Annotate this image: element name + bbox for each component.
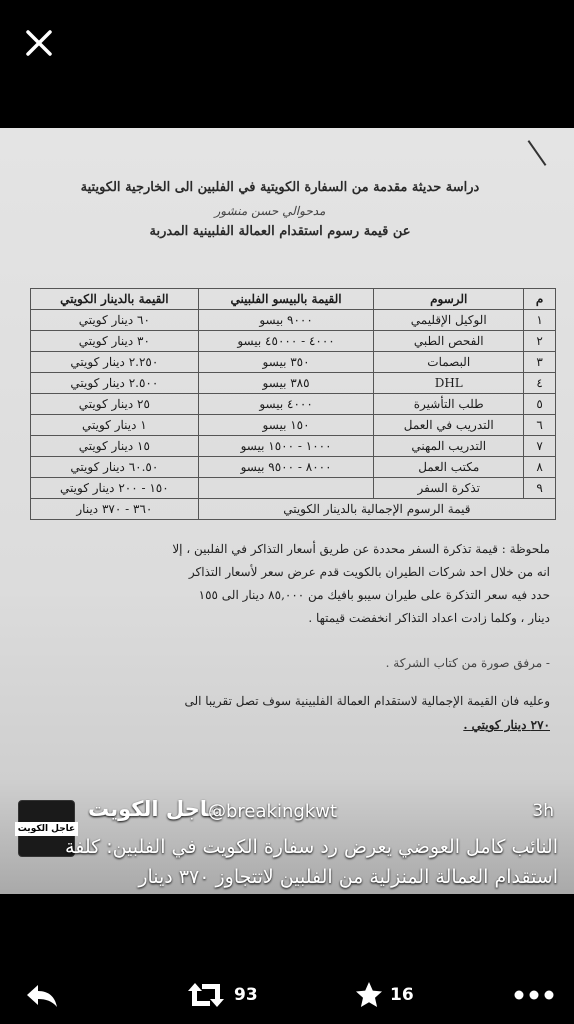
header-peso: القيمة بالبيسو الفلبيني — [198, 289, 374, 310]
table-row — [31, 394, 556, 415]
reply-button[interactable] — [24, 975, 60, 1015]
note-line: ملحوظة : قيمة تذكرة السفر محددة عن طريق أسعار التذاكر في الفلبين ، إلا — [172, 542, 550, 556]
row-fee: الفحص الطبي — [374, 331, 524, 352]
row-fee: تذكرة السفر — [374, 478, 524, 499]
favorite-count: 16 — [390, 985, 414, 1005]
row-dinar: ٣٠ دينار كويتي — [31, 331, 199, 352]
row-dinar: ٢.٥٠٠ دينار كويتي — [31, 373, 199, 394]
row-number: ٤ — [524, 373, 556, 394]
total-label: قيمة الرسوم الإجمالية بالدينار الكويتي — [198, 499, 555, 520]
tweet-author-handle[interactable]: @breakingkwt — [208, 801, 337, 822]
header-dinar: القيمة بالدينار الكويتي — [31, 289, 199, 310]
row-dinar: ١٥٠ - ٢٠٠ دينار كويتي — [31, 478, 199, 499]
row-fee: التدريب المهني — [374, 436, 524, 457]
document-subtitle: عن قيمة رسوم استقدام العمالة الفلبينية المدربة — [149, 224, 411, 239]
row-peso: ٣٥٠ بيسو — [198, 352, 374, 373]
row-peso: ٤٠٠٠ بيسو — [198, 394, 374, 415]
close-button[interactable] — [22, 26, 56, 60]
table-row — [31, 310, 556, 331]
row-number: ٨ — [524, 457, 556, 478]
tweet-timestamp: 3h — [532, 801, 554, 821]
row-peso — [198, 478, 374, 499]
row-peso: ٣٨٥ بيسو — [198, 373, 374, 394]
table-total-row — [31, 499, 556, 520]
header-fee: الرسوم — [374, 289, 524, 310]
star-icon — [354, 980, 384, 1010]
reply-icon — [24, 981, 60, 1009]
more-button[interactable] — [514, 975, 554, 1015]
attachment-note: - مرفق صورة من كتاب الشركة . — [385, 656, 550, 670]
retweet-count: 93 — [234, 985, 258, 1005]
favorite-button[interactable] — [354, 975, 414, 1015]
row-fee: التدريب في العمل — [374, 415, 524, 436]
table-row — [31, 331, 556, 352]
more-icon — [514, 989, 554, 1001]
conclusion-amount: ٢٧٠ دينار كويتي . — [463, 718, 550, 732]
tweet-actions — [0, 975, 574, 1015]
row-dinar: ١٥ دينار كويتي — [31, 436, 199, 457]
note-line: دينار ، وكلما زادت اعداد التذاكر انخفضت قيمتها . — [308, 611, 550, 625]
document-photo[interactable] — [0, 128, 574, 894]
row-number: ٧ — [524, 436, 556, 457]
retweet-button[interactable] — [184, 975, 258, 1015]
table-row — [31, 373, 556, 394]
close-icon — [22, 26, 56, 60]
fees-table — [30, 288, 556, 520]
table-row — [31, 478, 556, 499]
pen-mark — [528, 140, 547, 166]
avatar-label: عاجل الكويت — [15, 822, 78, 836]
row-fee: DHL — [374, 373, 524, 394]
conclusion-line: وعليه فان القيمة الإجمالية لاستقدام العمالة الفلبينية سوف تصل تقريبا الى — [184, 694, 550, 708]
row-number: ٣ — [524, 352, 556, 373]
row-peso: ١٠٠٠ - ١٥٠٠ بيسو — [198, 436, 374, 457]
table-row — [31, 436, 556, 457]
note-line: حدد فيه سعر التذكرة على طيران سيبو بافيك من ٨٥,٠٠٠ دينار الى ١٥٥ — [198, 588, 550, 602]
table-header-row — [31, 289, 556, 310]
row-dinar: ٢٥ دينار كويتي — [31, 394, 199, 415]
table-row — [31, 457, 556, 478]
row-peso: ٩٠٠٠ بيسو — [198, 310, 374, 331]
table-row — [31, 415, 556, 436]
fare-note — [30, 542, 550, 634]
note-line: انه من خلال احد شركات الطيران بالكويت قدم عرض سعر لأسعار التذاكر — [188, 565, 550, 579]
row-fee: البصمات — [374, 352, 524, 373]
conclusion — [30, 694, 550, 742]
row-dinar: ٦٠.٥٠ دينار كويتي — [31, 457, 199, 478]
document-title: دراسة حديثة مقدمة من السفارة الكويتية في الفلبين الى الخارجية الكويتية — [80, 180, 480, 195]
row-fee: طلب التأشيرة — [374, 394, 524, 415]
row-dinar: ٢.٢٥٠ دينار كويتي — [31, 352, 199, 373]
row-number: ٩ — [524, 478, 556, 499]
table-row — [31, 352, 556, 373]
handwritten-note: مدحوالي حسن منشور — [214, 204, 326, 218]
row-dinar: ٦٠ دينار كويتي — [31, 310, 199, 331]
tweet-text: النائب كامل العوضي يعرض رد سفارة الكويت في الفلبين: كلفة استقدام العمالة المنزلية من الفلبين لاتتجاوز ٣٧٠ دينار — [65, 836, 558, 888]
row-dinar: ١ دينار كويتي — [31, 415, 199, 436]
row-number: ٢ — [524, 331, 556, 352]
total-value: ٣٦٠ - ٣٧٠ دينار — [31, 499, 199, 520]
row-fee: الوكيل الإقليمي — [374, 310, 524, 331]
row-number: ١ — [524, 310, 556, 331]
row-peso: ٨٠٠٠ - ٩٥٠٠ بيسو — [198, 457, 374, 478]
header-number: م — [524, 289, 556, 310]
row-fee: مكتب العمل — [374, 457, 524, 478]
row-number: ٦ — [524, 415, 556, 436]
row-peso: ١٥٠ بيسو — [198, 415, 374, 436]
tweet-author-name[interactable]: عاجل الكويت — [88, 797, 222, 821]
row-number: ٥ — [524, 394, 556, 415]
row-peso: ٤٠٠٠ - ٤٥٠٠٠ بيسو — [198, 331, 374, 352]
retweet-icon — [184, 981, 228, 1009]
